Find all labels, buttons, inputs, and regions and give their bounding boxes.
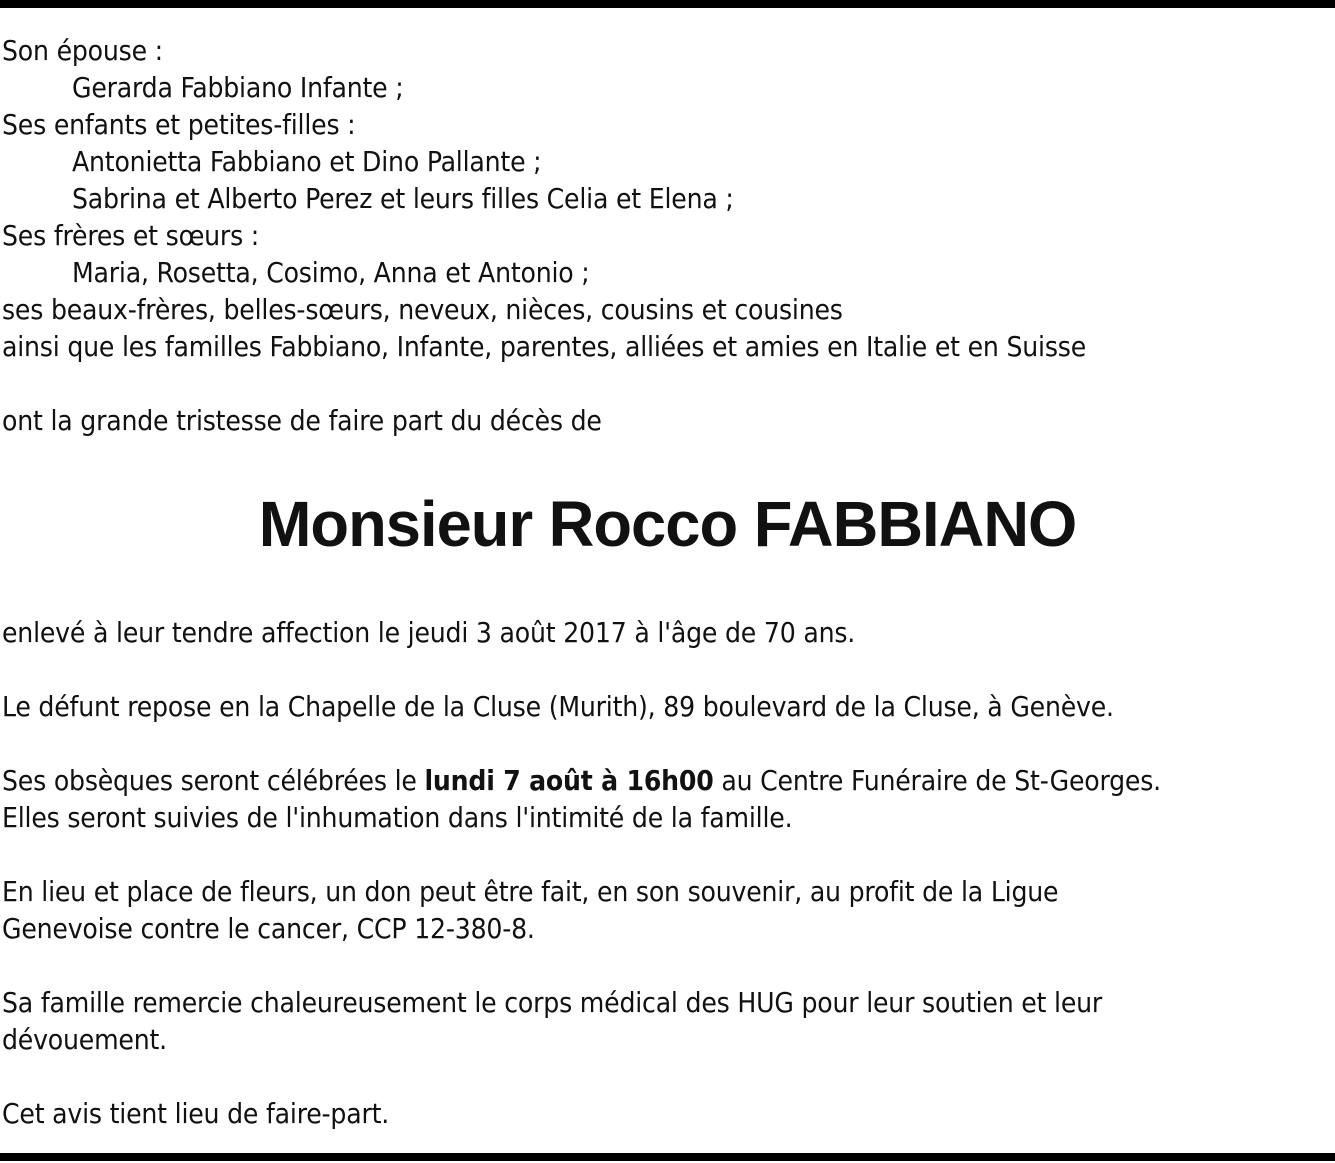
funeral-line-2: Elles seront suivies de l'inhumation dans l'intimité de la famille.	[2, 801, 793, 834]
funeral-date: lundi 7 août à 16h00	[424, 764, 714, 797]
siblings-heading: Ses frères et sœurs :	[2, 219, 260, 252]
deceased-name: Monsieur Rocco FABBIANO	[258, 488, 1077, 560]
spouse-name: Gerarda Fabbiano Infante ;	[72, 71, 404, 104]
rest-line: Le défunt repose en la Chapelle de la Cluse (Murith), 89 boulevard de la Cluse, à Genève.	[2, 690, 1114, 723]
families-line: ainsi que les familles Fabbiano, Infante, parentes, alliées et amies en Italie et en Suisse	[2, 330, 1087, 363]
relatives-line: ses beaux-frères, belles-sœurs, neveux, nièces, cousins et cousines	[2, 293, 843, 326]
bottom-border-rule	[0, 1153, 1335, 1161]
funeral-line-1	[2, 763, 1161, 799]
spouse-heading: Son épouse :	[2, 34, 163, 67]
top-border-rule	[0, 0, 1335, 8]
death-line: enlevé à leur tendre affection le jeudi 3 août 2017 à l'âge de 70 ans.	[2, 616, 856, 649]
donation-line-1: En lieu et place de fleurs, un don peut être fait, en son souvenir, au profit de la Ligue	[2, 875, 1059, 908]
donation-line-2: Genevoise contre le cancer, CCP 12-380-8.	[2, 912, 535, 945]
thanks-line-2: dévouement.	[2, 1023, 167, 1056]
siblings-names: Maria, Rosetta, Cosimo, Anna et Antonio ;	[72, 256, 590, 289]
children-line-2: Sabrina et Alberto Perez et leurs filles Celia et Elena ;	[72, 182, 734, 215]
funeral-suffix: au Centre Funéraire de St-Georges.	[713, 764, 1161, 797]
closing-line: Cet avis tient lieu de faire-part.	[2, 1097, 390, 1130]
announcement-line: ont la grande tristesse de faire part du décès de	[2, 404, 602, 437]
children-heading: Ses enfants et petites-filles :	[2, 108, 356, 141]
funeral-prefix: Ses obsèques seront célébrées le	[2, 764, 425, 797]
children-line-1: Antonietta Fabbiano et Dino Pallante ;	[72, 145, 542, 178]
thanks-line-1: Sa famille remercie chaleureusement le corps médical des HUG pour leur soutien et leur	[2, 986, 1103, 1019]
